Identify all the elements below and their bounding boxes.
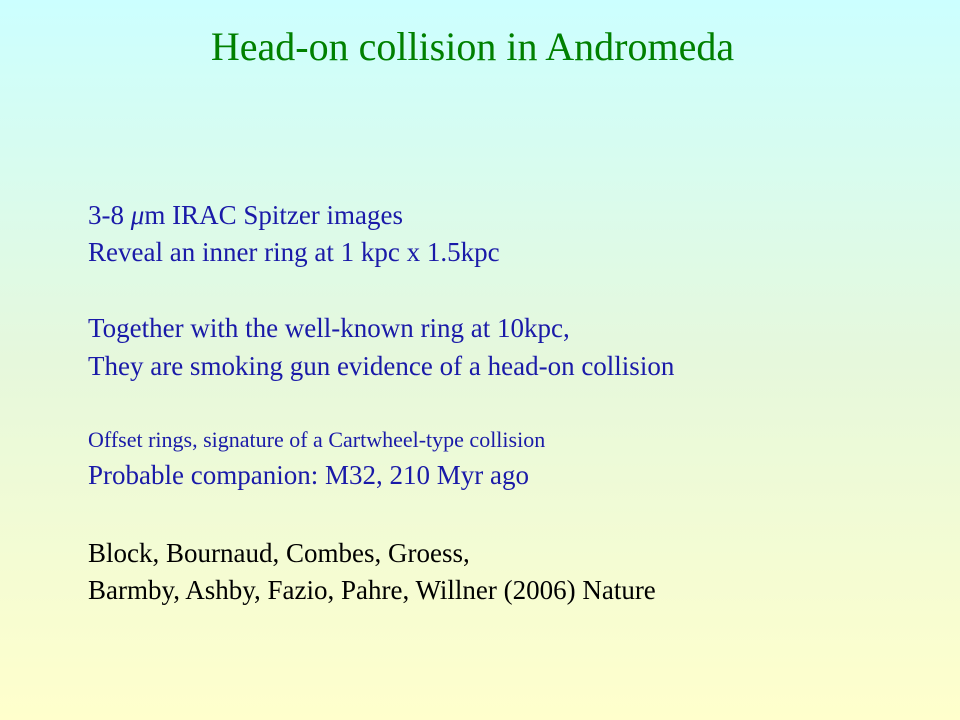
body-line-inner-ring: Reveal an inner ring at 1 kpc x 1.5kpc (88, 237, 500, 267)
citation-authors-line-1: Block, Bournaud, Combes, Groess, (88, 538, 470, 568)
slide-title: Head-on collision in Andromeda (210, 24, 735, 69)
body-line-instrument (88, 198, 403, 232)
wavelength-range: 3-8 (88, 200, 131, 230)
body-line-outer-ring: Together with the well-known ring at 10kpc, (88, 313, 570, 343)
body-line-offset-rings: Offset rings, signature of a Cartwheel-type collision (88, 427, 546, 452)
micron-symbol: μ (130, 200, 145, 230)
body-line-evidence: They are smoking gun evidence of a head-on collision (88, 351, 675, 381)
citation-authors-line-2: Barmby, Ashby, Fazio, Pahre, Willner (2006) Nature (88, 575, 656, 605)
body-line-companion: Probable companion: M32, 210 Myr ago (88, 460, 529, 490)
instrument-text: m IRAC Spitzer images (144, 200, 404, 230)
